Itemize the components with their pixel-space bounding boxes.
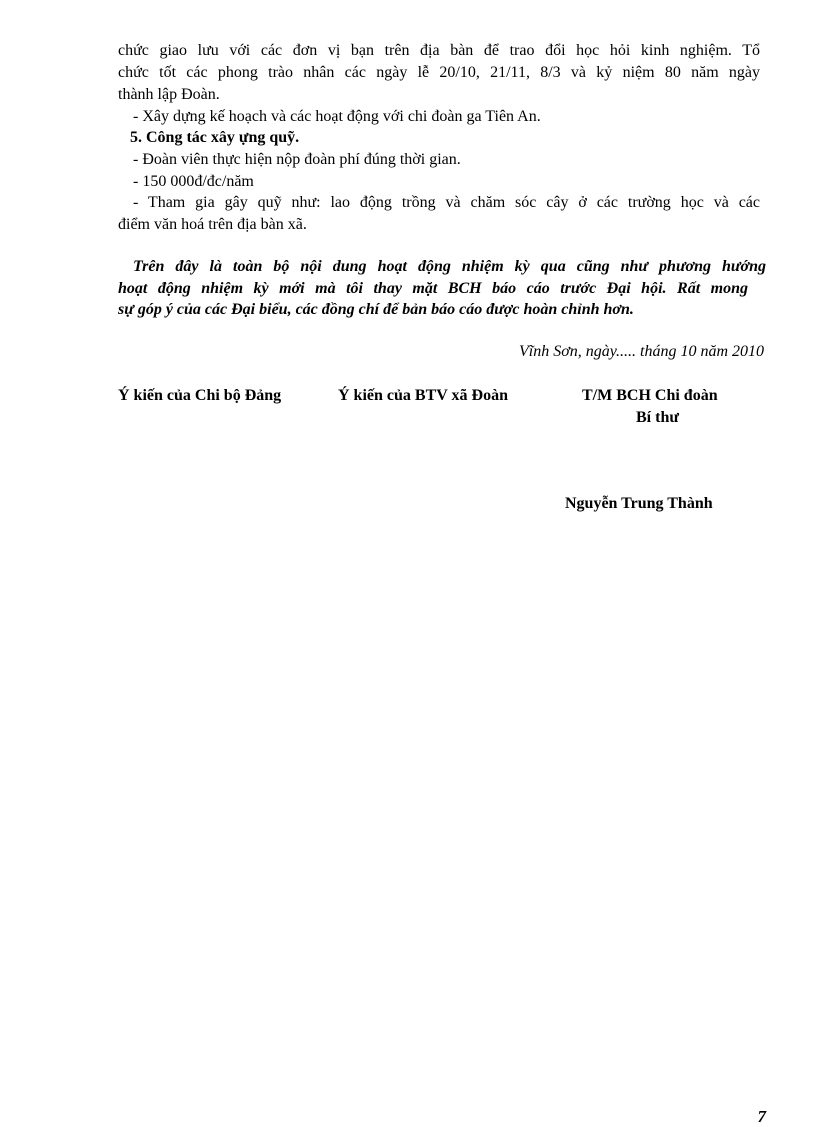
place-date-line: Vĩnh Sơn, ngày..... tháng 10 năm 2010 <box>519 343 764 360</box>
closing-paragraph-line-1: Trên đây là toàn bộ nội dung hoạt động nhiệm kỳ qua cũng như phương hướng <box>133 258 766 275</box>
section-5-heading: 5. Công tác xây ựng quỹ. <box>130 129 300 146</box>
fund-paragraph-line-1: - Tham gia gây quỹ như: lao động trồng và chăm sóc cây ở các trường học và các <box>133 194 760 211</box>
closing-paragraph-line-2: hoạt động nhiệm kỳ mới mà tôi thay mặt BCH báo cáo trước Đại hội. Rất mong <box>118 280 748 297</box>
closing-paragraph-line-3: sự góp ý của các Đại biểu, các đồng chí để bản báo cáo được hoàn chỉnh hơn. <box>118 301 634 318</box>
party-cell-opinion-label: Ý kiến của Chi bộ Đảng <box>118 387 282 404</box>
bullet-tien-an: - Xây dựng kế hoạch và các hoạt động với chi đoàn ga Tiên An. <box>133 108 541 125</box>
body-paragraph-line-1: chức giao lưu với các đơn vị bạn trên địa bàn để trao đổi học hỏi kinh nghiệm. Tổ <box>118 42 760 59</box>
page-number: 7 <box>757 1107 766 1126</box>
bullet-dues: - Đoàn viên thực hiện nộp đoàn phí đúng thời gian. <box>133 151 461 168</box>
secretary-title: Bí thư <box>636 409 679 426</box>
fund-paragraph-line-2: điểm văn hoá trên địa bàn xã. <box>118 216 307 233</box>
commune-union-opinion-label: Ý kiến của BTV xã Đoàn <box>338 387 508 404</box>
body-paragraph-line-3: thành lập Đoàn. <box>118 86 220 103</box>
body-paragraph-line-2: chức tốt các phong trào nhân các ngày lễ 20/10, 21/11, 8/3 và kỷ niệm 80 năm ngày <box>118 64 760 81</box>
bullet-amount: - 150 000đ/đc/năm <box>133 173 254 190</box>
signer-name: Nguyễn Trung Thành <box>565 495 713 512</box>
committee-title: T/M BCH Chi đoàn <box>582 387 718 404</box>
